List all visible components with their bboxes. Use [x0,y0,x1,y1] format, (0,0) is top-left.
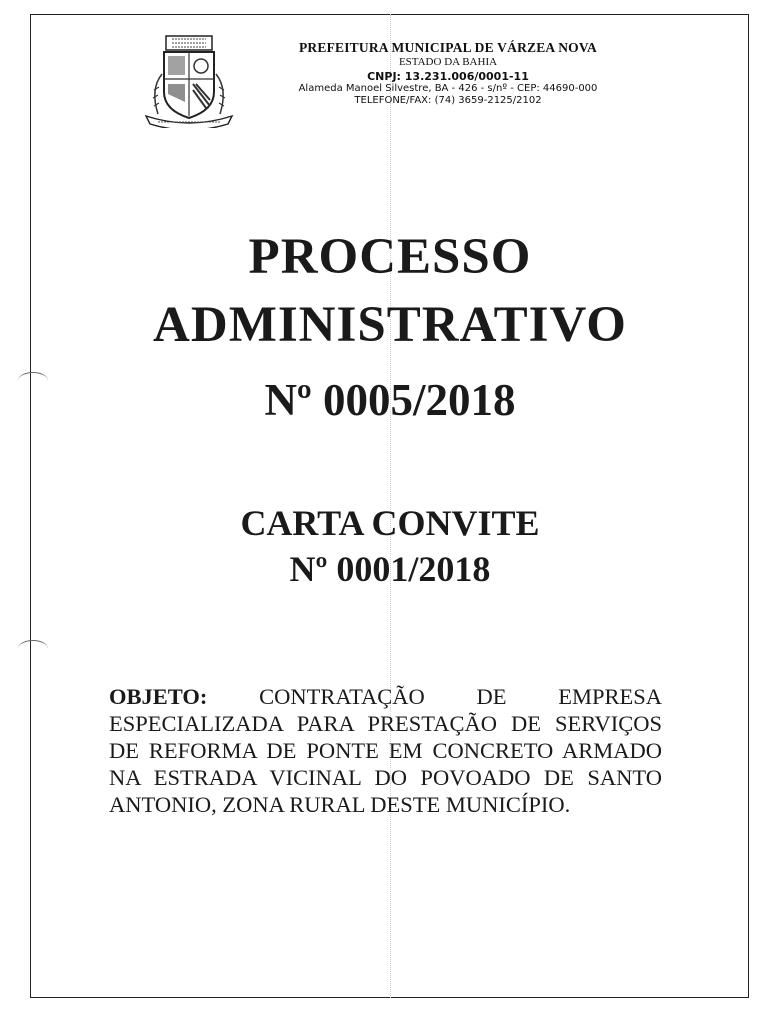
cnpj-number: CNPJ: 13.231.006/0001-11 [367,69,529,83]
objective-label: OBJETO: [109,684,208,709]
objective-paragraph [109,683,662,818]
municipal-coat-of-arms-icon [144,34,234,128]
address-line: Alameda Manoel Silvestre, BA - 426 - s/nº - CEP: 44690-000 [298,83,598,95]
municipality-name: PREFEITURA MUNICIPAL DE VÁRZEA NOVA [298,40,598,55]
invitation-number: Nº 0001/2018 [289,549,491,589]
phone-line: TELEFONE/FAX: (74) 3659-2125/2102 [354,95,542,107]
process-title-line2: ADMINISTRATIVO [153,297,627,353]
letterhead-text [248,40,648,108]
objective-text: CONTRATAÇÃO DE EMPRESA ESPECIALIZADA PARA PRESTAÇÃO DE SERVIÇOS DE REFORMA DE PONTE EM CONCRETO ARMADO NA ESTRADA VICINAL DO POVOADO DE SANTO ANTONIO, ZONA RURAL DESTE MUNICÍPIO. [109,684,662,817]
punch-hole-mark [18,640,48,657]
invitation-title: CARTA CONVITE [240,503,540,543]
process-number: Nº 0005/2018 [264,375,516,425]
letterhead [140,32,660,132]
state-name: ESTADO DA BAHIA [398,56,498,69]
process-title-line1: PROCESSO [248,229,532,285]
